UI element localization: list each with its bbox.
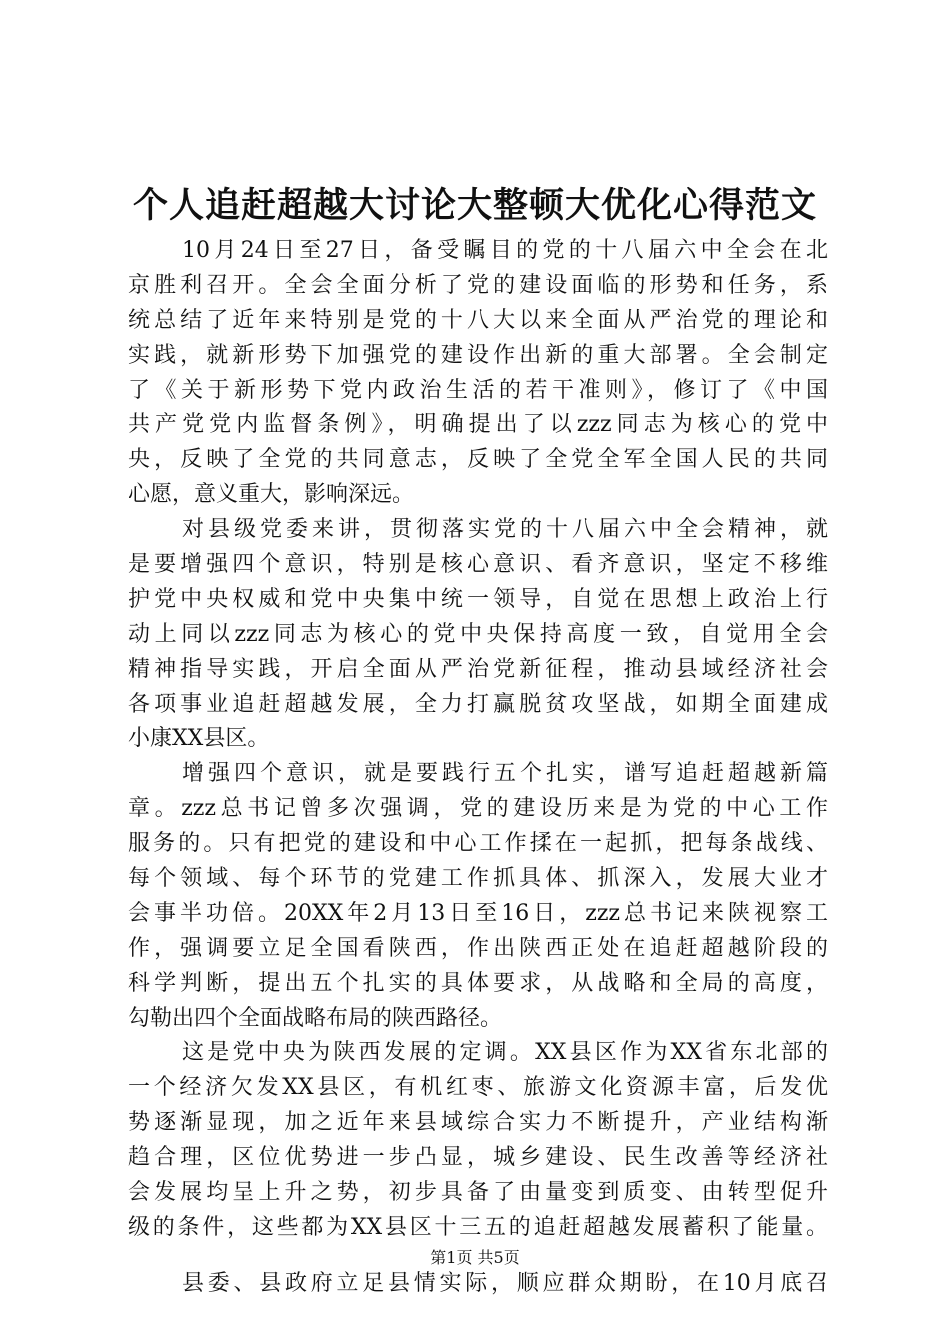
paragraph-line: 每个领域、每个环节的党建工作抓具体、抓深入，发展大业才 (128, 866, 828, 892)
paragraph-line: 县委、县政府立足县情实际，顺应群众期盼，在10月底召 (182, 1270, 828, 1296)
paragraph-4 (128, 1036, 828, 1245)
paragraph-line: 科学判断，提出五个扎实的具体要求，从战略和全局的高度， (128, 970, 828, 996)
paragraph-line: 趋合理，区位优势进一步凸显，城乡建设、民生改善等经济社 (128, 1145, 828, 1171)
paragraph-line: 精神指导实践，开启全面从严治党新征程，推动县域经济社会 (128, 656, 828, 682)
page-footer: 第1页 共5页 (430, 1248, 520, 1267)
paragraph-line: 各项事业追赶超越发展，全力打赢脱贫攻坚战，如期全面建成 (128, 691, 828, 717)
paragraph-line: 作，强调要立足全国看陕西，作出陕西正处在追赶超越阶段的 (128, 935, 828, 961)
paragraph-1 (128, 234, 828, 513)
paragraph-line: 会事半功倍。20XX年2月13日至16日，zzz总书记来陕视察工 (128, 900, 828, 926)
paragraph-line: 勾勒出四个全面战略布局的陕西路径。 (128, 1005, 503, 1031)
paragraph-line: 共产党党内监督条例》，明确提出了以zzz同志为核心的党中 (128, 412, 828, 438)
paragraph-line: 一个经济欠发XX县区，有机红枣、旅游文化资源丰富，后发优 (128, 1075, 828, 1101)
paragraph-line: 10月24日至27日，备受瞩目的党的十八届六中全会在北 (182, 238, 828, 263)
paragraph-line: 央，反映了全党的共同意志，反映了全党全军全国人民的共同 (128, 447, 828, 473)
paragraph-line: 会发展均呈上升之势，初步具备了由量变到质变、由转型促升 (128, 1180, 828, 1206)
paragraph-line: 服务的。只有把党的建设和中心工作揉在一起抓，把每条战线、 (128, 831, 828, 857)
paragraph-line: 统总结了近年来特别是党的十八大以来全面从严治党的理论和 (128, 307, 828, 333)
paragraph-5 (128, 1267, 828, 1302)
paragraph-line: 护党中央权威和党中央集中统一领导，自觉在思想上政治上行 (128, 586, 828, 612)
paragraph-line: 动上同以zzz同志为核心的党中央保持高度一致，自觉用全会 (128, 621, 828, 647)
paragraph-line: 实践，就新形势下加强党的建设作出新的重大部署。全会制定 (128, 342, 828, 368)
paragraph-line: 心愿，意义重大，影响深远。 (128, 482, 415, 508)
document-title: 个人追赶超越大讨论大整顿大优化心得范文 (132, 185, 817, 226)
paragraph-line: 章。zzz总书记曾多次强调，党的建设历来是为党的中心工作 (128, 796, 828, 822)
paragraph-line: 小康XX县区。 (128, 726, 270, 752)
paragraph-2 (128, 513, 828, 757)
paragraph-line: 增强四个意识，就是要践行五个扎实，谱写追赶超越新篇 (182, 761, 828, 787)
paragraph-3 (128, 757, 828, 1036)
paragraph-line: 京胜利召开。全会全面分析了党的建设面临的形势和任务，系 (128, 272, 828, 298)
paragraph-line: 了《关于新形势下党内政治生活的若干准则》，修订了《中国 (128, 377, 828, 403)
paragraph-line: 这是党中央为陕西发展的定调。XX县区作为XX省东北部的 (182, 1040, 828, 1066)
paragraph-line: 级的条件，这些都为XX县区十三五的追赶超越发展蓄积了能量。 (128, 1214, 828, 1240)
document-body (128, 234, 828, 1302)
paragraph-line: 对县级党委来讲，贯彻落实党的十八届六中全会精神，就 (182, 517, 828, 543)
paragraph-line: 是要增强四个意识，特别是核心意识、看齐意识，坚定不移维 (128, 552, 828, 578)
paragraph-line: 势逐渐显现，加之近年来县域综合实力不断提升，产业结构渐 (128, 1110, 828, 1136)
